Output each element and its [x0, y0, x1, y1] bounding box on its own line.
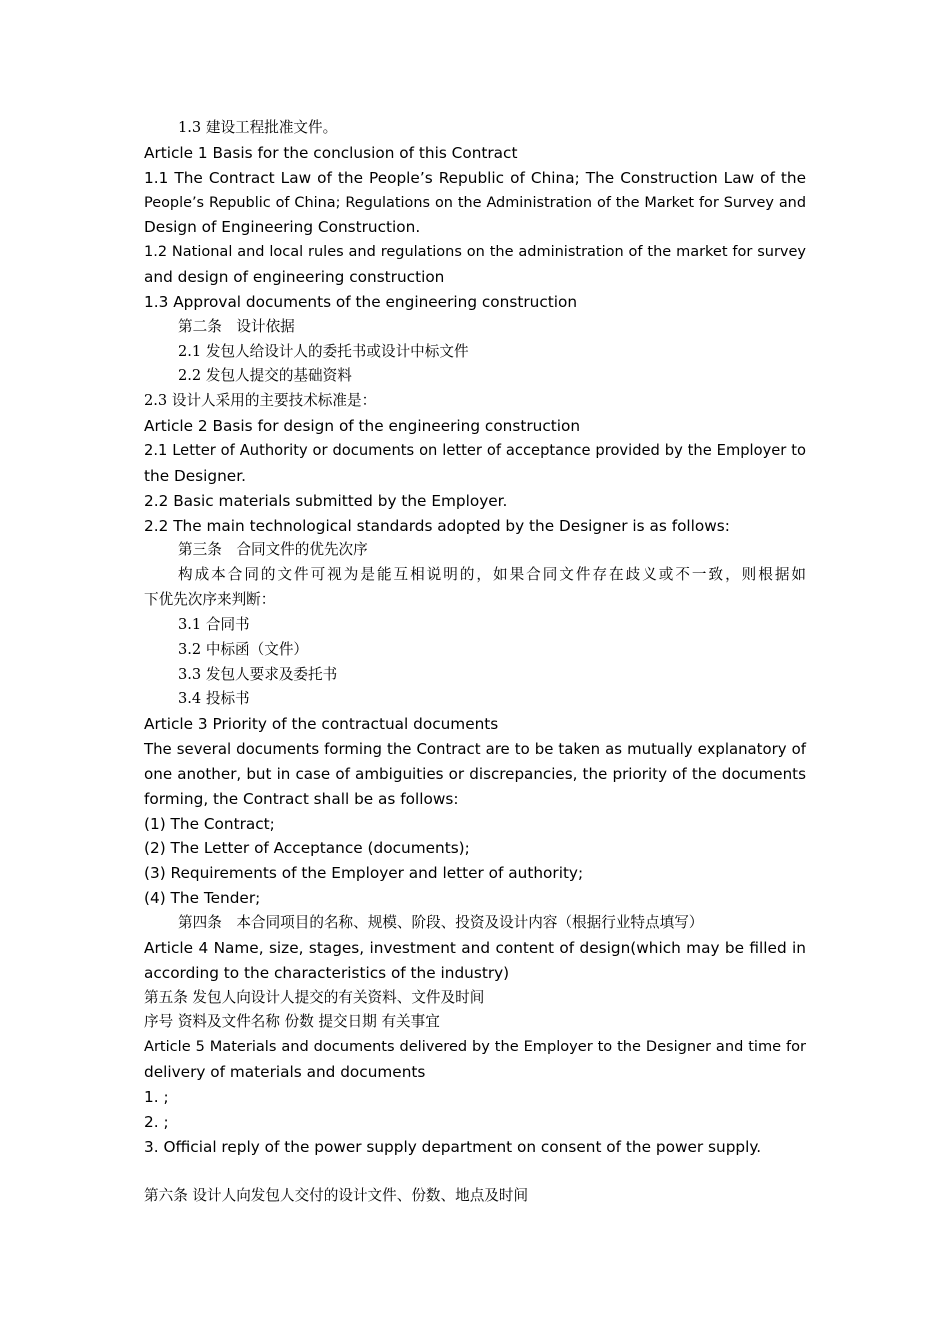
article-3-heading-en: Article 3 Priority of the contractual documents — [144, 715, 499, 734]
clause-2-3-zh: 2.3 设计人采用的主要技术标准是： — [144, 392, 377, 410]
clause-3-4-zh: 3.4 投标书 — [178, 690, 250, 708]
article-4-heading-en-line-2: according to the characteristics of the industry) — [144, 963, 510, 982]
priority-item-1: (1) The Contract; — [144, 814, 275, 833]
article-5-heading-zh: 第五条 发包人向设计人提交的有关资料、文件及时间 — [144, 988, 485, 1006]
blank-line — [144, 1159, 806, 1184]
article-2-heading-en: Article 2 Basis for design of the engineering construction — [144, 417, 581, 436]
article-4-heading-zh: 第四条 本合同项目的名称、规模、阶段、投资及设计内容（根据行业特点填写） — [178, 914, 704, 931]
clause-1-1-line-3: Design of Engineering Construction. — [144, 218, 421, 237]
material-item-2: 2. ; — [144, 1112, 169, 1131]
clause-2-3-en: 2.2 The main technological standards adopted by the Designer is as follows: — [144, 516, 730, 535]
article-3-heading-zh: 第三条 合同文件的优先次序 — [178, 541, 368, 559]
article-3-intro-en-line-1: The several documents forming the Contract are to be taken as mutually explanatory of — [144, 740, 806, 759]
clause-3-1-zh: 3.1 合同书 — [178, 615, 250, 633]
article-1-heading: Article 1 Basis for the conclusion of this Contract — [144, 143, 518, 162]
priority-item-2: (2) The Letter of Acceptance (documents); — [144, 839, 470, 858]
article-6-heading-zh: 第六条 设计人向发包人交付的设计文件、份数、地点及时间 — [144, 1187, 529, 1205]
clause-1-1-line-2: People’s Republic of China; Regulations on the Administration of the Market for Survey and — [144, 194, 806, 211]
priority-item-3: (3) Requirements of the Employer and letter of authority; — [144, 864, 584, 883]
clause-1-1-line-1: 1.1 The Contract Law of the People’s Republic of China; The Construction Law of the — [144, 168, 806, 187]
material-item-3: 3. Official reply of the power supply department on consent of the power supply. — [144, 1137, 762, 1156]
clause-2-1-en-line-2: the Designer. — [144, 466, 246, 485]
priority-item-4: (4) The Tender; — [144, 889, 261, 908]
article-3-intro-en-line-2: one another, but in case of ambiguities or discrepancies, the priority of the documents — [144, 764, 806, 783]
article-3-intro-en-line-3: forming, the Contract shall be as follows: — [144, 789, 459, 808]
clause-2-2-en: 2.2 Basic materials submitted by the Employer. — [144, 491, 508, 510]
article-4-heading-en-line-1: Article 4 Name, size, stages, investment and content of design(which may be filled in — [144, 938, 806, 957]
article-5-table-header-zh: 序号 资料及文件名称 份数 提交日期 有关事宜 — [144, 1013, 440, 1031]
clause-1-2-line-1: 1.2 National and local rules and regulations on the administration of the market for survey — [144, 244, 806, 261]
material-item-1: 1. ; — [144, 1087, 169, 1106]
clause-2-1-en-line-1: 2.1 Letter of Authority or documents on letter of acceptance provided by the Employer to — [144, 441, 806, 459]
article-2-heading-zh: 第二条 设计依据 — [178, 317, 295, 335]
article-3-intro-zh-line-2: 下优先次序来判断： — [144, 591, 276, 609]
clause-1-3-zh: 1.3 建设工程批准文件。 — [178, 119, 338, 136]
clause-3-2-zh: 3.2 中标函（文件） — [178, 640, 309, 658]
article-5-heading-en-line-2: delivery of materials and documents — [144, 1063, 426, 1082]
clause-1-3-en: 1.3 Approval documents of the engineering construction — [144, 292, 578, 311]
article-3-intro-zh-line-1: 构成本合同的文件可视为是能互相说明的，如果合同文件存在歧义或不一致，则根据如 — [178, 566, 806, 584]
clause-2-2-zh: 2.2 发包人提交的基础资料 — [178, 367, 352, 385]
clause-3-3-zh: 3.3 发包人要求及委托书 — [178, 665, 338, 683]
article-5-heading-en-line-1: Article 5 Materials and documents delivered by the Employer to the Designer and time for — [144, 1038, 806, 1056]
document-body — [144, 116, 806, 1209]
clause-1-2-line-2: and design of engineering construction — [144, 268, 445, 287]
clause-2-1-zh: 2.1 发包人给设计人的委托书或设计中标文件 — [178, 342, 469, 360]
